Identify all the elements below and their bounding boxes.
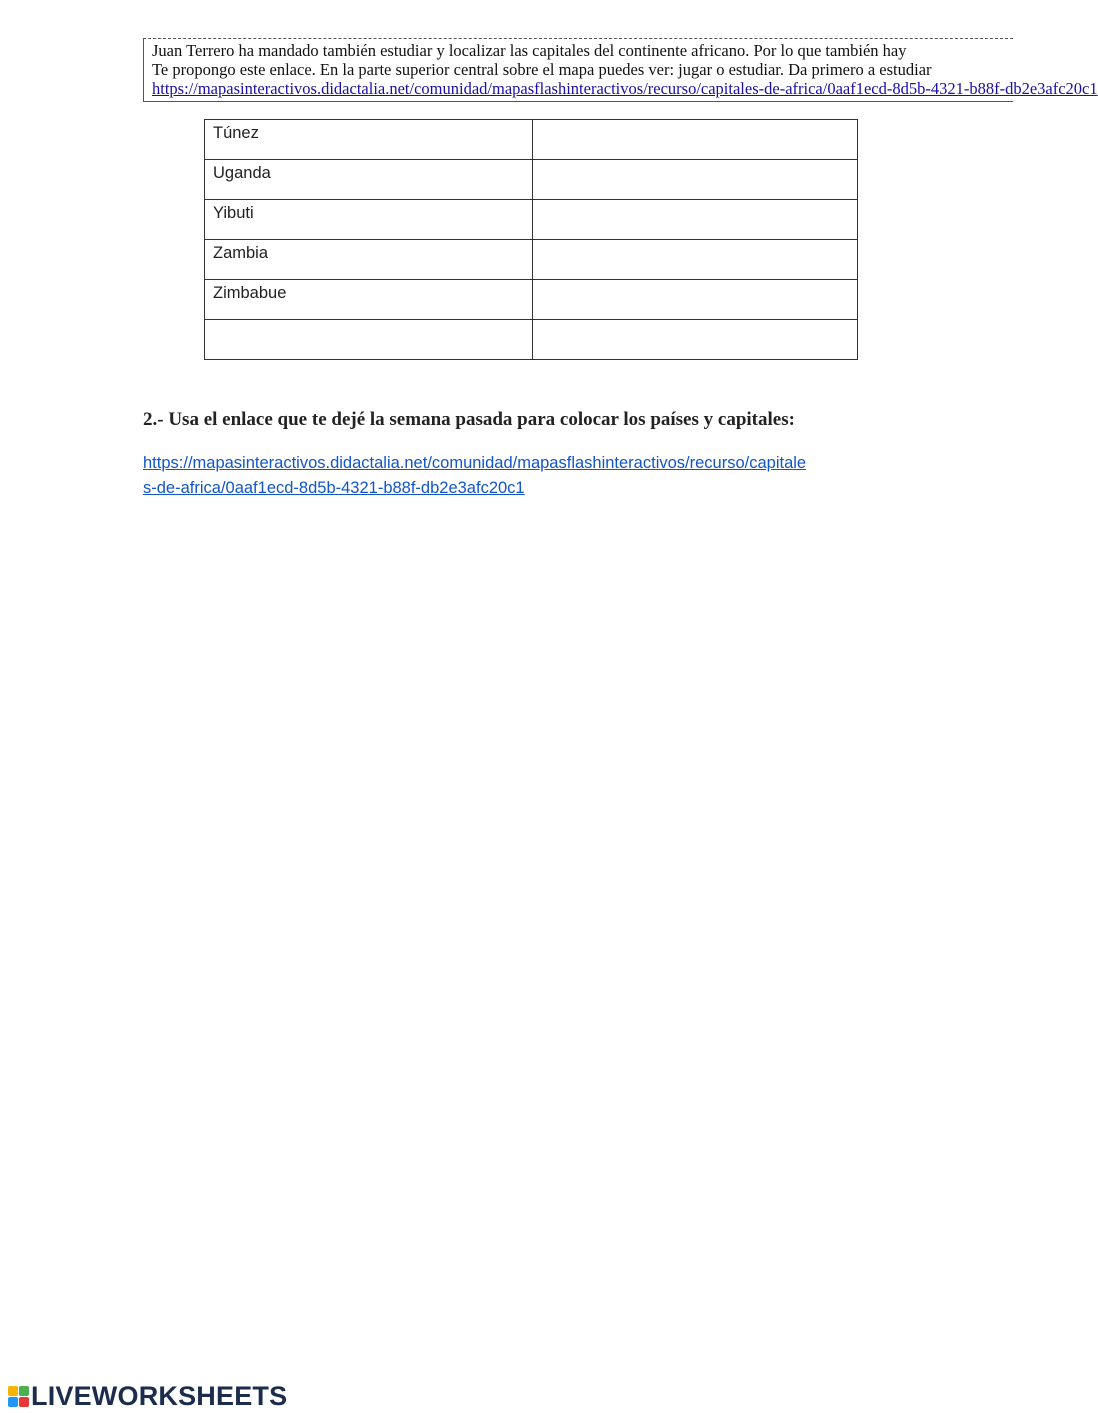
capital-answer-cell[interactable]	[533, 120, 858, 160]
section-2-link-line-2[interactable]: s-de-africa/0aaf1ecd-8d5b-4321-b88f-db2e3afc20c1	[143, 479, 525, 497]
section-2-heading: 2.- Usa el enlace que te dejé la semana pasada para colocar los países y capitales:	[143, 409, 795, 430]
logo-square-icon	[8, 1397, 18, 1407]
table-row	[205, 200, 858, 240]
capital-answer-cell[interactable]	[533, 320, 858, 360]
note-line-1: Juan Terrero ha mandado también estudiar y localizar las capitales del continente africano. Por lo que también hay	[152, 41, 907, 60]
logo-square-icon	[8, 1386, 18, 1396]
country-cell	[205, 320, 533, 360]
table-row	[205, 320, 858, 360]
country-cell: Zimbabue	[205, 280, 533, 320]
note-line-2: Te propongo este enlace. En la parte superior central sobre el mapa puedes ver: jugar o estudiar. Da primero a estudiar	[152, 60, 932, 79]
countries-capitals-table	[204, 119, 858, 360]
table-row	[205, 280, 858, 320]
logo-text: LIVEWORKSHEETS	[31, 1380, 288, 1411]
capital-answer-cell[interactable]	[533, 240, 858, 280]
section-2-link	[143, 451, 863, 501]
capital-answer-cell[interactable]	[533, 160, 858, 200]
country-cell: Uganda	[205, 160, 533, 200]
instruction-note	[143, 38, 1098, 102]
logo-square-icon	[19, 1397, 29, 1407]
table-row	[205, 120, 858, 160]
note-link[interactable]: https://mapasinteractivos.didactalia.net/comunidad/mapasflashinteractivos/recurso/capitales-de-africa/0aaf1ecd-8d5b-4321-b88f-db2e3afc20c1	[152, 79, 1098, 98]
liveworksheets-logo	[8, 1381, 287, 1411]
logo-square-icon	[19, 1386, 29, 1396]
country-cell: Yibuti	[205, 200, 533, 240]
country-cell: Zambia	[205, 240, 533, 280]
table-row	[205, 160, 858, 200]
section-2-link-line-1[interactable]: https://mapasinteractivos.didactalia.net/comunidad/mapasflashinteractivos/recurso/capitale	[143, 454, 807, 472]
country-cell: Túnez	[205, 120, 533, 160]
capital-answer-cell[interactable]	[533, 200, 858, 240]
capital-answer-cell[interactable]	[533, 280, 858, 320]
logo-icon	[8, 1386, 29, 1407]
table-row	[205, 240, 858, 280]
